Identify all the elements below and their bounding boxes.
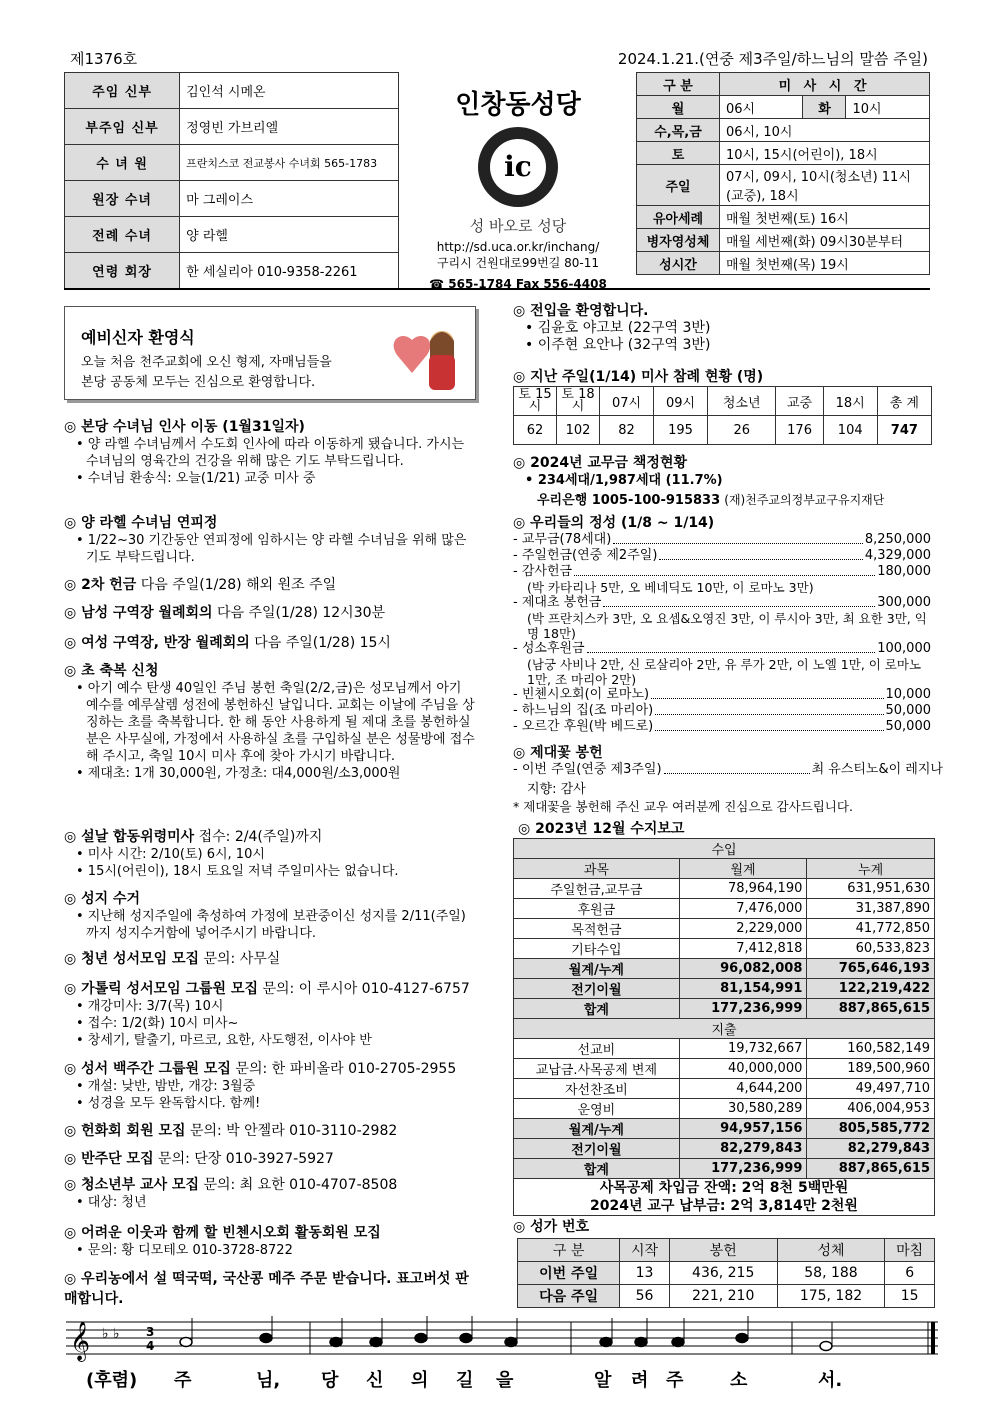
music-note	[505, 1338, 517, 1347]
attendance-table: 토 15시 토 18시 07시 09시 청소년 교중 18시 총 계 62 102 82 195 26 176 104 747	[513, 386, 932, 445]
jesus-heart-icon	[387, 315, 467, 395]
hymn-title: ◎ 성가 번호	[513, 1219, 590, 1235]
announcement-0: ◎ 본당 수녀님 인사 이동 (1월31일자) • 양 라헬 수녀님께서 수도회 인사에 따라 이동하게 됐습니다. 가시는 수녀님의 영육간의 건강을 위해 많은 기도 부탁드립니다. • 수녀님 환송식: 오늘(1/21) 교중 미사 중	[64, 416, 476, 487]
announcement-line: • 아기 예수 탄생 40일인 주님 봉헌 축일(2/2,금)은 성모님께서 아기 예수를 예루살렘 성전에 봉헌하신 날입니다. 교회는 이날에 주님을 상징하는 초를 축복합니다. 한 해 동안 사용하게 될 제대 초를 봉헌하실 분은 사무실에, 가정에서 사용하실 초를 구입하실 분은 성물방에 접수해 주시고, 축일 10시 미사 후에 찾아 가시기 바랍니다.	[76, 681, 475, 764]
lyric-syllable: 서.	[818, 1370, 843, 1391]
lyric-syllable: 님,	[256, 1370, 281, 1391]
music-note	[370, 1338, 382, 1347]
mass-schedule-table: 구 분 미 사 시 간 월 06시 화 10시 수,목,금 06시, 10시 토 10시, 15시(어린이), 18시 주일 07시, 09시, 10시(청소년) 11시(교중), 18시 유아세례 매월 첫번째(토) 16시 병자영성체 매월 세번째(화) 09시30분부터 성시간 매월 첫번째(목) 19시	[636, 72, 930, 275]
announcement-14: ◎ 어려운 이웃과 함께 할 빈첸시오회 활동회원 모집 • 문의: 황 디모테오 010-3728-8722	[64, 1222, 476, 1259]
announcement-13: ◎ 청소년부 교사 모집 문의: 최 요한 010-4707-8508 • 대상: 청년	[64, 1174, 476, 1211]
finance-title: ◎ 2023년 12월 수지보고	[518, 821, 685, 837]
issue-number: 제1376호	[70, 50, 138, 68]
announcement-3: ◎ 남성 구역장 월례회의 다음 주일(1/28) 12시30분	[64, 605, 386, 621]
announcement-1: ◎ 양 라헬 수녀님 연피정 • 1/22~30 기간동안 연피정에 임하시는 양 라헬 수녀님을 위해 많은 기도 부탁드립니다.	[64, 512, 476, 566]
announcement-line: • 개강미사: 3/7(목) 10시	[76, 999, 224, 1014]
music-note	[736, 1334, 748, 1343]
lyric-syllable: 의	[411, 1370, 429, 1391]
announcement-line: • 개설: 낮반, 밤반, 개강: 3월중	[76, 1079, 256, 1094]
svg-text:𝄞: 𝄞	[70, 1321, 91, 1361]
lyric-syllable: 신	[366, 1370, 384, 1391]
lyric-syllable: (후렴)	[86, 1370, 138, 1391]
lyric-syllable: 알	[594, 1370, 612, 1391]
parish-name: 인창동성당	[455, 90, 581, 120]
issue-date: 2024.1.21.(연중 제3주일/하느님의 말씀 주일)	[617, 50, 928, 68]
announcement-line: • 창세기, 탈출기, 마르코, 요한, 사도행전, 이사야 반	[76, 1033, 372, 1048]
music-note	[330, 1338, 342, 1347]
lyric-syllable: 려	[631, 1370, 649, 1391]
music-note	[180, 1338, 192, 1347]
parish-block	[404, 72, 632, 291]
announcement-line: • 성경을 모두 완독합시다. 함께!	[76, 1096, 261, 1111]
announcement-6: ◎ 설날 합동위령미사 접수: 2/4(주일)까지 • 미사 시간: 2/10(토) 6시, 10시 • 15시(어린이), 18시 토요일 저녁 주일미사는 없습니다.	[64, 826, 476, 880]
lyric-syllable: 주	[666, 1370, 684, 1391]
announcement-line: • 대상: 청년	[76, 1195, 147, 1210]
offering-row: - 제대초 봉헌금 300,000	[513, 595, 931, 610]
music-note	[415, 1334, 427, 1343]
svg-text:3: 3	[146, 1325, 155, 1339]
announcement-12: ◎ 반주단 모집 문의: 단장 010-3927-5927	[64, 1151, 334, 1167]
announcement-line: • 미사 시간: 2/10(토) 6시, 10시	[76, 847, 265, 862]
offering-row: - 성소후원금 100,000	[513, 641, 931, 656]
offering-row: - 감사헌금 180,000	[513, 564, 931, 579]
offering-row: - 주일헌금(연중 제2주일) 4,329,000	[513, 548, 931, 563]
music-note	[260, 1334, 272, 1343]
announcement-7: ◎ 성지 수거 • 지난해 성지주일에 축성하여 가정에 보관중이신 성지를 2/11(주일)까지 성지수거함에 넣어주시기 바랍니다.	[64, 888, 476, 942]
announcement-8: ◎ 청년 성서모임 모집 문의: 사무실	[64, 951, 281, 967]
announcement-2: ◎ 2차 헌금 다음 주일(1/28) 해외 원조 주일	[64, 577, 337, 593]
offering-note: (박 카타리나 5만, 오 베네딕도 10만, 이 로마노 3만)	[527, 580, 814, 595]
lyric-syllable: 을	[496, 1370, 514, 1391]
announcement-10: ◎ 성서 백주간 그룹원 모집 문의: 한 파비올라 010-2705-2955 • 개설: 낮반, 밤반, 개강: 3월중 • 성경을 모두 완독합시다. 함께!	[64, 1058, 476, 1112]
parish-phone: ☎ 565-1784 Fax 556-4408	[429, 277, 607, 291]
welcome-box	[64, 306, 476, 400]
announcement-5: ◎ 초 축복 신청 • 아기 예수 탄생 40일인 주님 봉헌 축일(2/2,금)은 성모님께서 아기 예수를 예루살렘 성전에 봉헌하신 날입니다. 교회는 이날에 주님을 상징하는 초를 축복합니다. 한 해 동안 사용하게 될 제대 초를 봉헌하실 분은 사무실에, 가정에서 사용하실 초를 구입하실 분은 성물방에 접수해 주시고, 축일 10시 미사 후에 찾아 가시기 바랍니다. • 제대초: 1개 30,000원, 가정초: 대4,000원/소3,000원	[64, 663, 475, 781]
attendance-title: ◎ 지난 주일(1/14) 미사 참례 현황 (명)	[513, 369, 764, 385]
lyric-syllable: 당	[321, 1370, 339, 1391]
clergy-table: 주임 신부 김인석 시메온 부주임 신부 정영빈 가브리엘 수 녀 원 프란치스코 전교봉사 수녀회 565-1783 원장 수녀 마 그레이스 전례 수녀 양 라헬 연령 회장 한 세실리아 010-9358-2261	[64, 72, 399, 289]
parish-patron: 성 바오로 성당	[469, 217, 567, 235]
announcement-line: • 양 라헬 수녀님께서 수도회 인사에 따라 이동하게 됐습니다. 가시는 수녀님의 영육간의 건강을 위해 많은 기도 부탁드립니다.	[76, 437, 465, 469]
parish-url[interactable]: http://sd.uca.or.kr/inchang/	[436, 240, 600, 254]
finance-table: 수입 과목 월계 누계 주일헌금,교무금 78,964,190 631,951,630 후원금 7,476,000 31,387,890 목적헌금 2,229,000 41,772,850 기타수입 7,412,818 60,533,823 월계/누계 96,082,008 765,646,193 전기이월 81,154,991 122,219,422 합계 177,236,999 887,865,615 지출 선교비 19,732,667 160,582,149 교납금.사목공제 변제 40,000,000 189,500,960 자선찬조비 4,644,200 49,497,710 운영비 30,580,289 406,004,953 월계/누계 94,957,156 805,585,772 전기이월 82,279,843 82,279,843 합계 177,236,999 887,865,615 사목공제 차입금 잔액: 2억 8천 5백만원 2024년 교구 납부금: 2억 3,814만 2천원	[513, 838, 935, 1216]
offering-note: (남궁 사비나 2만, 신 로살리아 2만, 유 루가 2만, 이 노엘 1만, 이 로마노 1만, 조 마리아 2만)	[527, 657, 922, 687]
lyric-syllable: 소	[730, 1370, 748, 1391]
welcome-title: 예비신자 환영식	[81, 328, 195, 347]
announcement-line: • 문의: 황 디모테오 010-3728-8722	[76, 1243, 293, 1258]
flowers-section: ◎ 제대꽃 봉헌 - 이번 주일(연중 제3주일) 최 유스티노&이 레지나 지향: 감사 * 제대꽃을 봉헌해 주신 교우 여러분께 진심으로 감사드립니다.	[513, 745, 943, 814]
hymn-table: 구 분 시작 봉헌 성체 마침 이번 주일 13 436, 215 58, 188 6 다음 주일 56 221, 210 175, 182 15	[517, 1238, 935, 1308]
offering-note: (박 프란치스카 3만, 오 요셉&오영진 3만, 이 루시아 3만, 최 요한 3만, 익명 18만)	[527, 611, 927, 641]
offering-row: - 교무금(78세대) 8,250,000	[513, 532, 931, 547]
welcome-text: 오늘 처음 천주교회에 오신 형제, 자매님들을 본당 공동체 모두는 진심으로 환영합니다.	[81, 355, 332, 390]
parish-logo-icon: ic	[478, 127, 558, 207]
lyric-syllable: 주	[174, 1370, 192, 1391]
announcement-line: • 지난해 성지주일에 축성하여 가정에 보관중이신 성지를 2/11(주일)까지 성지수거함에 넣어주시기 바랍니다.	[76, 909, 466, 941]
music-note	[635, 1338, 647, 1347]
announcement-15: ◎ 우리농에서 설 떡국떡, 국산콩 메주 주문 받습니다. 표고버섯 판매합니다.	[64, 1271, 469, 1307]
music-note	[600, 1338, 612, 1347]
announcement-line: • 1/22~30 기간동안 연피정에 임하시는 양 라헬 수녀님을 위해 많은 기도 부탁드립니다.	[76, 533, 467, 565]
transfer-section: ◎ 전입을 환영합니다. • 김윤호 야고보 (22구역 3반) • 이주현 요안나 (32구역 3반)	[513, 303, 711, 353]
psalm-music-staff	[66, 1316, 938, 1396]
announcement-line: • 15시(어린이), 18시 토요일 저녁 주일미사는 없습니다.	[76, 864, 399, 879]
announcement-line: • 수녀님 환송식: 오늘(1/21) 교중 미사 중	[76, 471, 316, 486]
svg-text:♭ ♭: ♭ ♭	[102, 1326, 120, 1342]
svg-text:4: 4	[146, 1339, 155, 1353]
tithe-section: ◎ 2024년 교무금 책정현황 • 234세대/1,987세대 (11.7%) 우리은행 1005-100-915833 (재)천주교의정부교구유지재단	[513, 455, 885, 508]
offering-section: ◎ 우리들의 정성 (1/8 ~ 1/14) - 교무금(78세대) 8,250,000 - 주일헌금(연중 제2주일) 4,329,000 - 감사헌금 180,000 (박 카타리나 5만, 오 베네딕도 10만, 이 로마노 3만) - 제대초 봉헌금 300,000 (박 프란치스카 3만, 오 요셉&오영진 3만, 이 루시아 3만, 최 요한 3만, 익명 18만) - 성소후원금 100,000 (남궁 사비나 2만, 신 로살리아 2만, 유 루가 2만, 이 노엘 1만, 이 로마노 1만, 조 마리아 2만) - 빈첸시오회(이 로마노) 10,000 - 하느님의 집(조 마리아) 50,000 - 오르간 후원(박 베드로) 50,000	[513, 515, 931, 734]
announcement-9: ◎ 가톨릭 성서모임 그룹원 모집 문의: 이 루시아 010-4127-6757 • 개강미사: 3/7(목) 10시 • 접수: 1/2(화) 10시 미사~ • 창세기, 탈출기, 마르코, 요한, 사도행전, 이사야 반	[64, 978, 476, 1049]
lyric-syllable: 길	[456, 1370, 474, 1391]
divider	[64, 288, 930, 290]
music-note	[820, 1342, 832, 1351]
offering-row: - 오르간 후원(박 베드로) 50,000	[513, 719, 931, 734]
announcement-line: • 제대초: 1개 30,000원, 가정초: 대4,000원/소3,000원	[76, 766, 401, 781]
announcement-4: ◎ 여성 구역장, 반장 월례회의 다음 주일(1/28) 15시	[64, 635, 391, 651]
announcement-line: • 접수: 1/2(화) 10시 미사~	[76, 1016, 239, 1031]
offering-row: - 하느님의 집(조 마리아) 50,000	[513, 703, 931, 718]
music-note	[460, 1334, 472, 1343]
offering-row: - 빈첸시오회(이 로마노) 10,000	[513, 687, 931, 702]
announcement-11: ◎ 헌화회 회원 모집 문의: 박 안젤라 010-3110-2982	[64, 1123, 398, 1139]
music-note	[672, 1338, 684, 1347]
parish-address: 구리시 건원대로99번길 80-11	[436, 256, 600, 270]
